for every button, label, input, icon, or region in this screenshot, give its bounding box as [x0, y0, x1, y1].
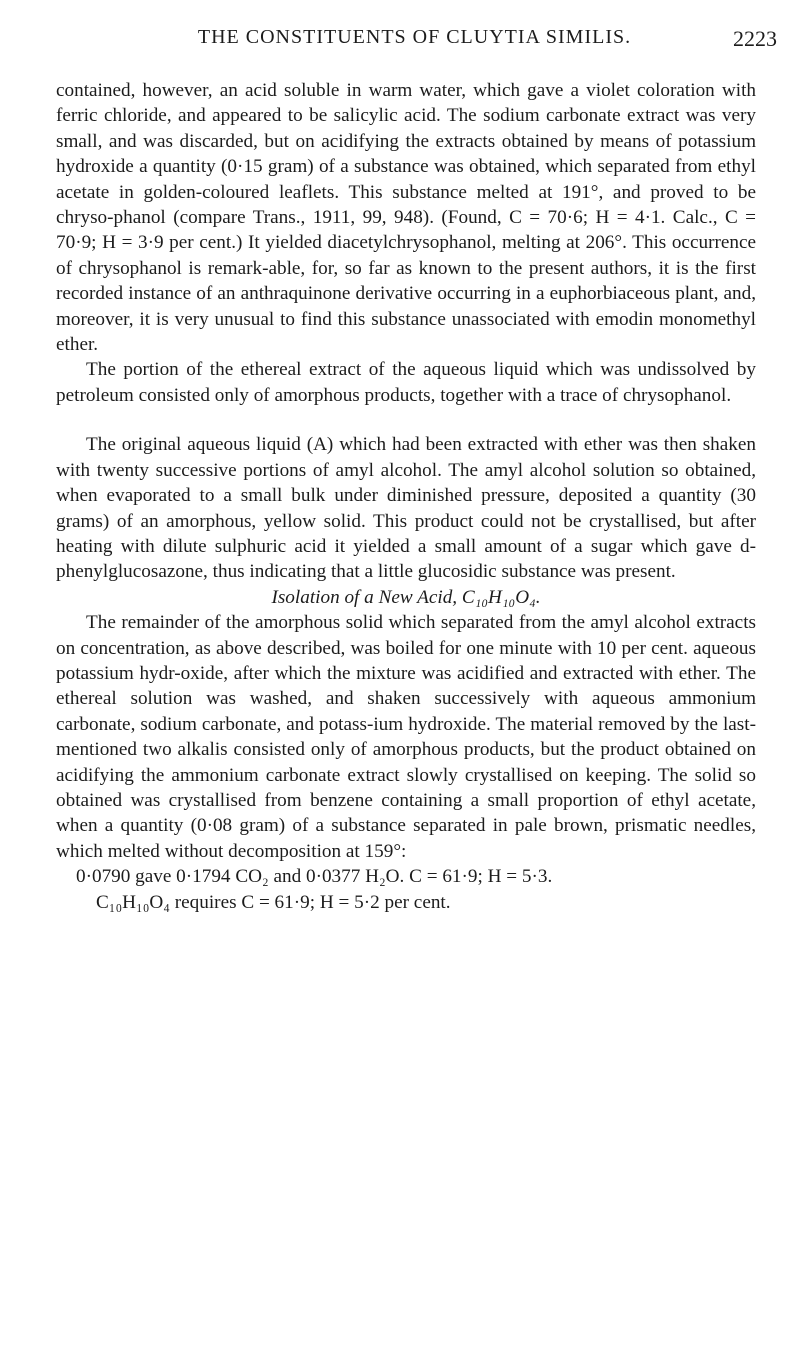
page-number: 2223: [733, 26, 777, 51]
paragraph: The portion of the ethereal extract of the aqueous liquid which was undissolved by petroleum consisted only of amorphous products, together with a trace of chrysophanol.: [56, 359, 756, 406]
paragraph: The original aqueous liquid (A) which had been extracted with ether was then shaken with twenty successive portions of amyl alcohol. The amyl alcohol solution so obtained, when evaporated to a small bulk under diminished pressure, deposited a quantity (30 grams) of an amorphous, yellow solid. This product could not be crystallised, but after heating with dilute sulphuric acid it yielded a small amount of a sugar which gave d-phenylglucosazone, thus indicating that a little glucosidic substance was present.: [56, 434, 756, 583]
analysis-line: 0·0790 gave 0·1794 CO₂ and 0·0377 H₂O. C = 61·9; H = 5·3.: [76, 866, 553, 888]
requires-line: C₁₀H₁₀O₄ requires C = 61·9; H = 5·2 per cent.: [96, 891, 451, 913]
body-text: [56, 78, 756, 915]
section-heading: Isolation of a New Acid, C₁₀H₁₀O₄.: [271, 586, 541, 608]
paragraph: contained, however, an acid soluble in warm water, which gave a violet coloration with ferric chloride, and appeared to be salicylic acid. The sodium carbonate extract was very small, and was discarded, but on acidifying the extracts obtained by means of potassium hydroxide a quantity (0·15 gram) of a substance was obtained, which separated from ethyl acetate in golden-coloured leaflets. This substance melted at 191°, and proved to be chryso-phanol (compare Trans., 1911, 99, 948). (Found, C = 70·6; H = 4·1. Calc., C = 70·9; H = 3·9 per cent.) It yielded diacetylchrysophanol, melting at 206°. This occurrence of chrysophanol is remark-able, for, so far as known to the present authors, it is the first recorded instance of an anthraquinone derivative occurring in a euphorbiaceous plant, and, moreover, it is very unusual to find this substance unassociated with emodin monomethyl ether.: [56, 80, 756, 356]
running-title: THE CONSTITUENTS OF CLUYTIA SIMILIS.: [197, 26, 632, 48]
paragraph: The remainder of the amorphous solid which separated from the amyl alcohol extracts on concentration, as above described, was boiled for one minute with 10 per cent. aqueous potassium hydr-oxide, after which the mixture was acidified and extracted with ether. The ethereal solution was washed, and shaken successively with aqueous ammonium carbonate, sodium carbonate, and potass-ium hydroxide. The material removed by the last-mentioned two alkalis consisted only of amorphous products, but the product obtained on acidifying the ammonium carbonate extract slowly crystallised on keeping. The solid so obtained was crystallised from benzene containing a small proportion of ethyl acetate, when a quantity (0·08 gram) of a substance separated in pale brown, prismatic needles, which melted without decomposition at 159°:: [56, 612, 756, 862]
page-header: [52, 22, 777, 54]
